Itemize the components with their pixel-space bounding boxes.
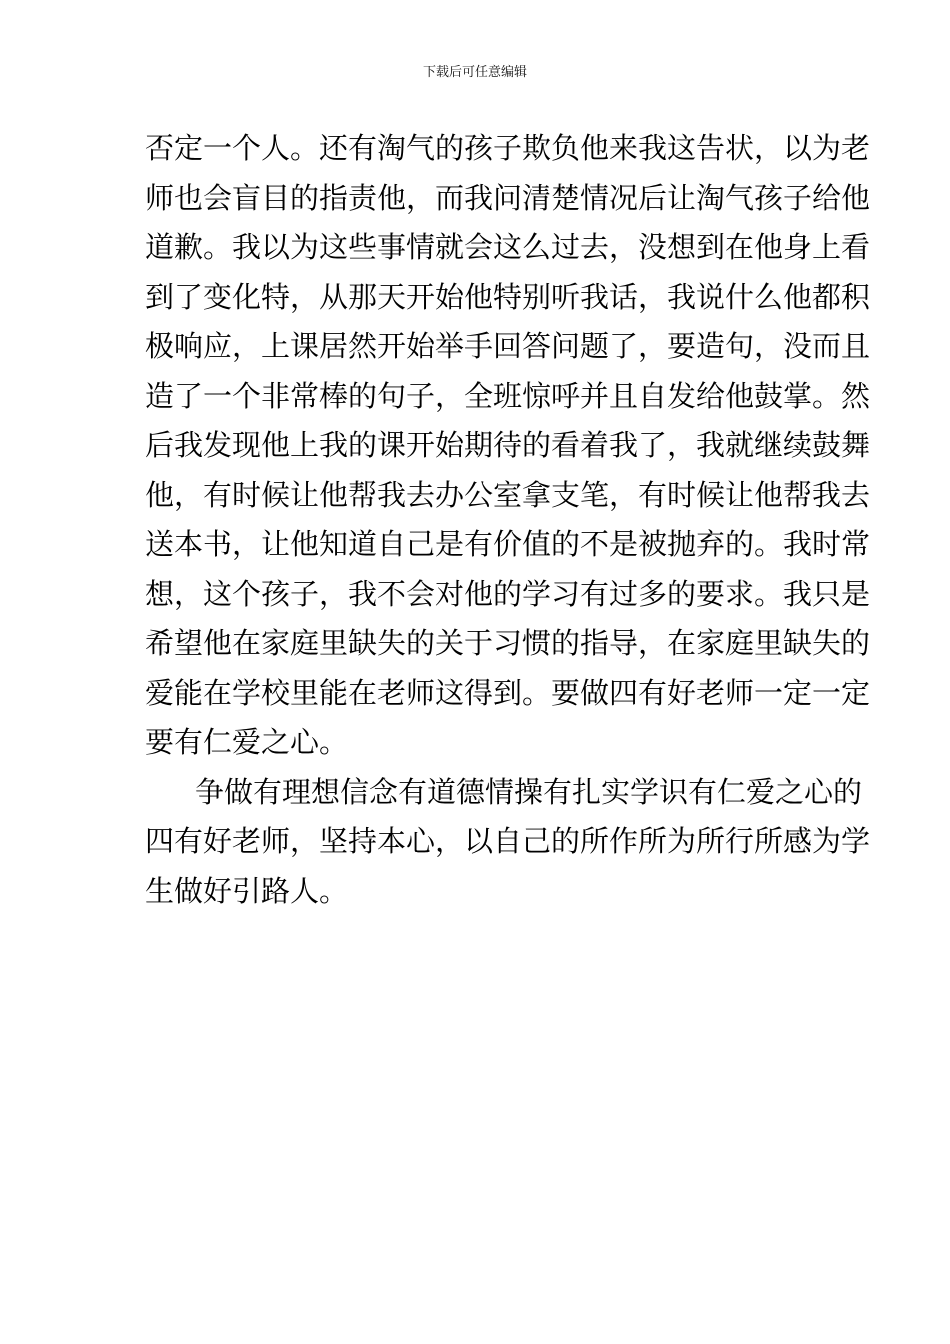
text-line: 送本书，让他知道自己是有价值的不是被抛弃的。我时常 <box>145 527 871 561</box>
text-line: 争做有理想信念有道德情操有扎实学识有仁爱之心的 <box>195 774 863 809</box>
paragraph-1 <box>145 124 871 768</box>
text-line: 四有好老师，坚持本心，以自己的所作所为所行所感为学 <box>145 824 871 858</box>
text-line: 道歉。我以为这些事情就会这么过去，没想到在他身上看 <box>145 230 871 264</box>
paragraph-2 <box>145 768 871 917</box>
text-line: 爱能在学校里能在老师这得到。要做四有好老师一定一定 <box>145 675 871 710</box>
text-line: 造了一个非常棒的句子，全班惊呼并且自发给他鼓掌。然 <box>145 378 871 413</box>
text-line: 师也会盲目的指责他，而我问清楚情况后让淘气孩子给他 <box>145 180 871 215</box>
text-line: 希望他在家庭里缺失的关于习惯的指导，在家庭里缺失的 <box>145 626 871 660</box>
text-line: 极响应，上课居然开始举手回答问题了，要造句，没而且 <box>145 329 871 363</box>
text-line: 想，这个孩子，我不会对他的学习有过多的要求。我只是 <box>145 576 871 611</box>
page-header: 下载后可任意编辑 <box>422 65 527 80</box>
text-line: 后我发现他上我的课开始期待的看着我了，我就继续鼓舞 <box>145 428 871 462</box>
text-line: 否定一个人。还有淘气的孩子欺负他来我这告状，以为老 <box>145 131 871 165</box>
text-line: 要有仁爱之心。 <box>145 725 349 759</box>
text-line: 生做好引路人。 <box>145 873 349 908</box>
text-line: 他，有时候让他帮我去办公室拿支笔，有时候让他帮我去 <box>145 477 871 512</box>
document-body <box>145 124 871 916</box>
text-line: 到了变化特，从那天开始他特别听我话，我说什么他都积 <box>145 279 871 314</box>
